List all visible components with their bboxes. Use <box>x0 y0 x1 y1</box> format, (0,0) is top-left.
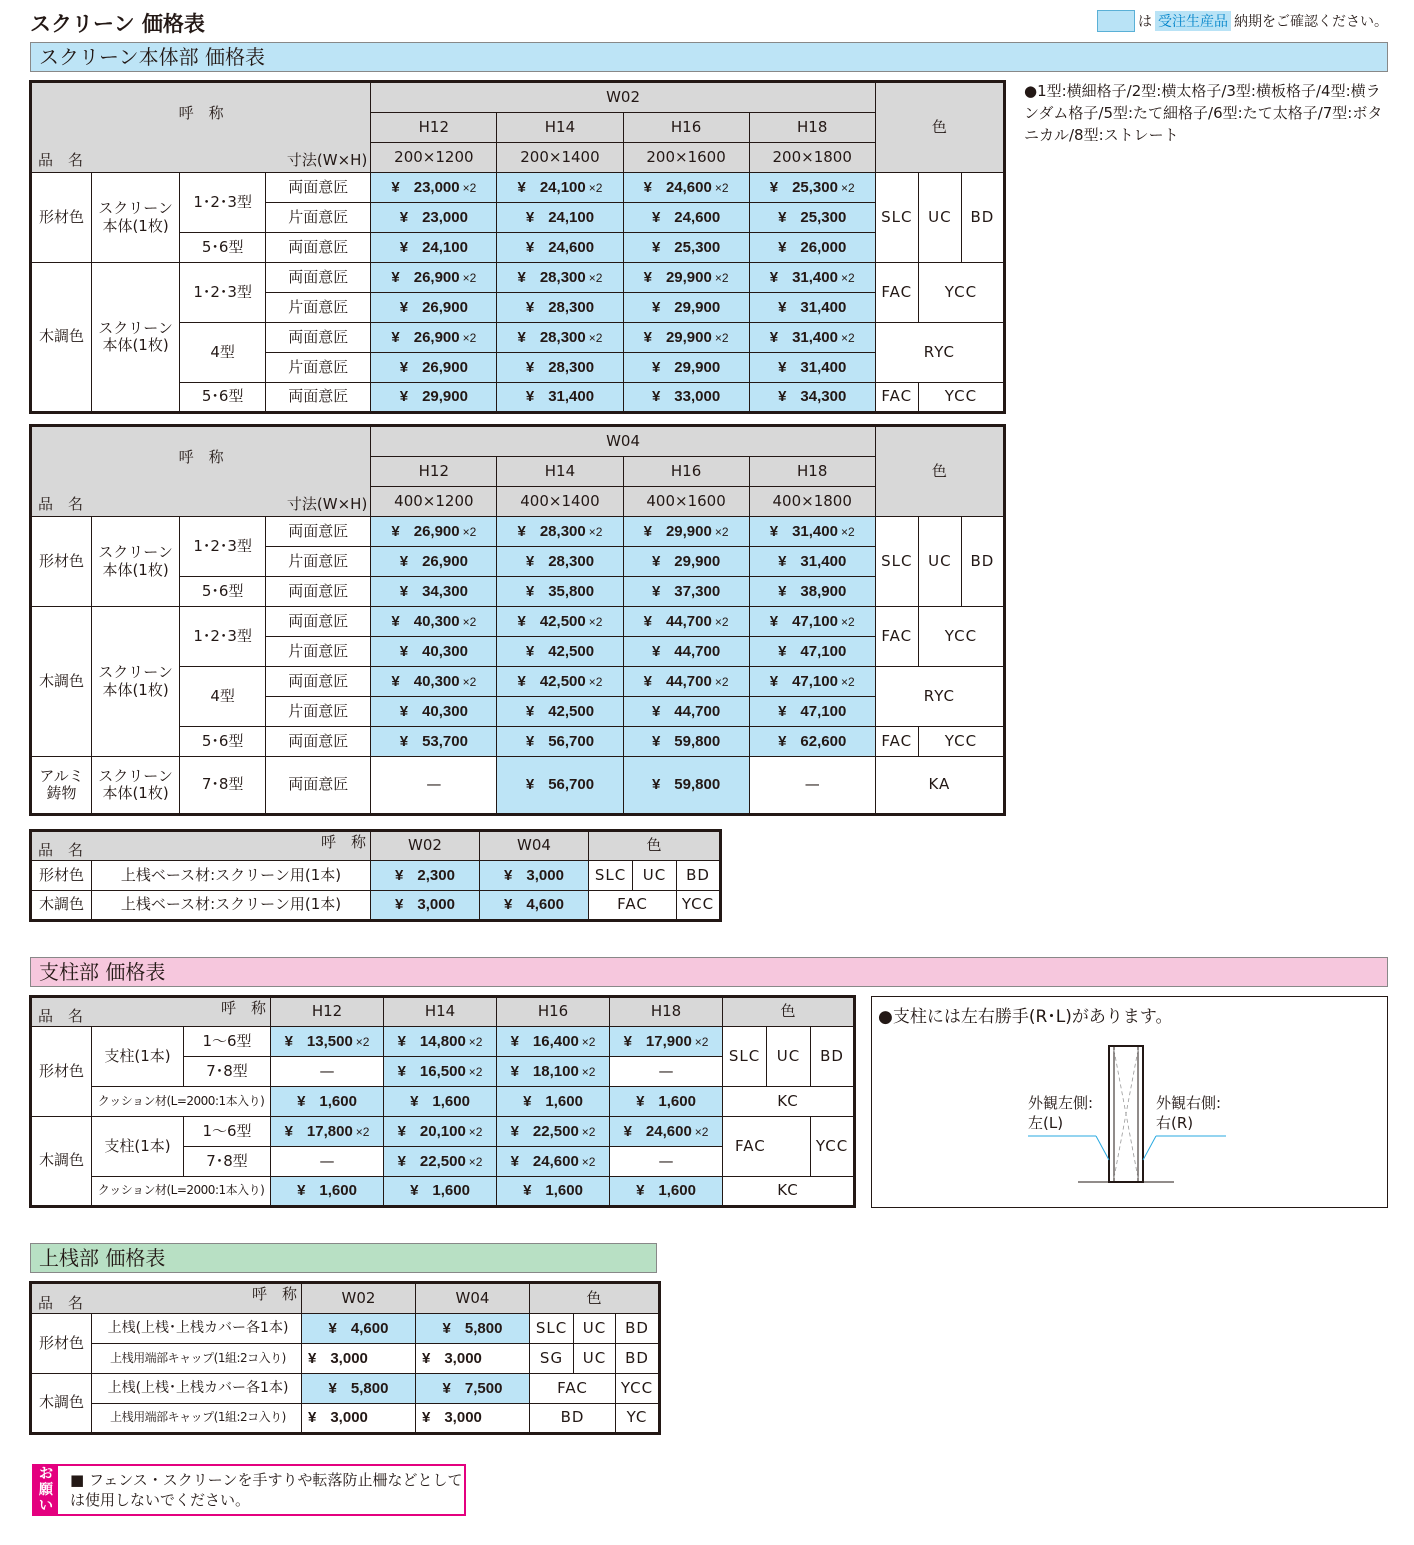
dim-header: 200×1600 <box>623 143 749 173</box>
type-label: 1〜6型 <box>184 1117 271 1147</box>
color-code: FAC <box>589 891 677 921</box>
dim-header: 400×1400 <box>497 487 623 517</box>
price-cell: ¥ 28,300 ×2 <box>497 517 623 547</box>
price-cell: ¥ 24,100 <box>371 233 497 263</box>
design-label: 片面意匠 <box>266 637 371 667</box>
group-label: 木調色 <box>31 1117 92 1207</box>
price-cell: ¥ 47,100 <box>749 697 875 727</box>
price-cell: ¥ 31,400 <box>749 353 875 383</box>
price-cell: ¥ 29,900 ×2 <box>623 263 749 293</box>
color-code: YC <box>616 1404 660 1434</box>
color-code: FAC <box>875 383 918 413</box>
dim-header: 200×1800 <box>749 143 875 173</box>
type-label: 7･8型 <box>184 1147 271 1177</box>
price-cell: ¥ 29,900 ×2 <box>623 323 749 353</box>
price-cell: ¥ 24,600 ×2 <box>623 173 749 203</box>
price-cell: ¥ 1,600 <box>497 1087 610 1117</box>
price-cell: ¥ 7,500 <box>416 1374 530 1404</box>
price-cell: ¥ 31,400 <box>749 293 875 323</box>
header-corner: 呼 称 品 名 <box>31 997 271 1027</box>
type-label: 5･6型 <box>180 383 266 413</box>
design-label: 両面意匠 <box>266 757 371 815</box>
color-code: YCC <box>918 727 1004 757</box>
color-code: YCC <box>918 383 1004 413</box>
design-label: 両面意匠 <box>266 233 371 263</box>
color-code: FAC <box>875 263 918 323</box>
color-code: FAC <box>530 1374 616 1404</box>
color-code: BD <box>616 1314 660 1344</box>
price-cell: ¥ 42,500 <box>497 637 623 667</box>
price-cell: ¥ 35,800 <box>497 577 623 607</box>
section-top-title: 上桟部 価格表 <box>30 1243 657 1273</box>
color-header: 色 <box>875 426 1004 517</box>
price-cell-empty: — <box>610 1147 723 1177</box>
product-label: スクリーン本体(1枚) <box>92 607 180 757</box>
width-header: W04 <box>416 1283 530 1314</box>
design-label: 両面意匠 <box>266 517 371 547</box>
color-header: 色 <box>530 1283 660 1314</box>
group-label: 木調色 <box>31 891 92 921</box>
price-cell: ¥ 25,300 <box>749 203 875 233</box>
height-header: H18 <box>749 457 875 487</box>
color-code: BD <box>961 173 1004 263</box>
price-cell: ¥ 40,300 ×2 <box>371 667 497 697</box>
color-code: SLC <box>589 861 633 891</box>
price-cell: ¥ 53,700 <box>371 727 497 757</box>
group-label: 形材色 <box>31 173 92 263</box>
product-label: 支柱(1本) <box>92 1117 184 1177</box>
color-code: KC <box>723 1177 855 1207</box>
price-cell: ¥ 47,100 ×2 <box>749 667 875 697</box>
price-cell: ¥ 47,100 ×2 <box>749 607 875 637</box>
price-cell: ¥ 59,800 <box>623 727 749 757</box>
height-header: H12 <box>371 457 497 487</box>
design-label: 片面意匠 <box>266 203 371 233</box>
height-header: H16 <box>623 457 749 487</box>
design-label: 両面意匠 <box>266 577 371 607</box>
color-code: FAC <box>875 607 918 667</box>
group-label: 木調色 <box>31 1374 92 1434</box>
price-cell-empty: — <box>271 1147 384 1177</box>
right-side-value: 右(R) <box>1156 1114 1194 1132</box>
price-cell: ¥ 24,600 <box>497 233 623 263</box>
color-code: SG <box>530 1344 574 1374</box>
price-cell: ¥ 29,900 <box>623 293 749 323</box>
price-cell: ¥ 5,800 <box>302 1374 416 1404</box>
color-code: UC <box>633 861 677 891</box>
type-label: 7･8型 <box>180 757 266 815</box>
price-cell: ¥ 17,900 ×2 <box>610 1027 723 1057</box>
type-label: 1･2･3型 <box>180 263 266 323</box>
price-cell: ¥ 1,600 <box>271 1087 384 1117</box>
price-cell: ¥ 28,300 ×2 <box>497 323 623 353</box>
design-label: 両面意匠 <box>266 173 371 203</box>
color-code: YCC <box>616 1374 660 1404</box>
price-cell: ¥ 3,000 <box>480 861 589 891</box>
section-pillar-title: 支柱部 価格表 <box>30 957 1388 987</box>
color-code: BD <box>530 1404 616 1434</box>
price-cell: ¥ 22,500 ×2 <box>384 1147 497 1177</box>
design-label: 両面意匠 <box>266 323 371 353</box>
price-cell: ¥ 18,100 ×2 <box>497 1057 610 1087</box>
price-cell: ¥ 25,300 ×2 <box>749 173 875 203</box>
price-cell: ¥ 24,600 ×2 <box>610 1117 723 1147</box>
price-cell: ¥ 29,900 <box>623 547 749 577</box>
price-cell: ¥ 44,700 ×2 <box>623 667 749 697</box>
price-cell: ¥ 33,000 <box>623 383 749 413</box>
group-label: 木調色 <box>31 263 92 413</box>
screen-w02-table <box>29 80 1006 414</box>
price-cell: ¥ 29,900 ×2 <box>623 517 749 547</box>
price-cell: ¥ 1,600 <box>497 1177 610 1207</box>
group-label: 形材色 <box>31 1314 92 1374</box>
color-code: FAC <box>723 1117 811 1177</box>
group-label: 形材色 <box>31 517 92 607</box>
color-code: YCC <box>677 891 721 921</box>
price-cell-empty: — <box>610 1057 723 1087</box>
design-label: 両面意匠 <box>266 607 371 637</box>
price-cell: ¥ 26,900 <box>371 293 497 323</box>
price-cell: ¥ 38,900 <box>749 577 875 607</box>
legend <box>1097 10 1388 32</box>
pillar-diagram <box>1020 1040 1240 1190</box>
dim-header: 200×1200 <box>371 143 497 173</box>
product-label: スクリーン本体(1枚) <box>92 263 180 413</box>
color-code: SLC <box>875 173 918 263</box>
price-cell: ¥ 3,000 <box>416 1404 530 1434</box>
price-cell-empty: — <box>749 757 875 815</box>
price-cell-empty: — <box>271 1057 384 1087</box>
price-cell: ¥ 56,700 <box>497 757 623 815</box>
price-cell: ¥ 23,000 ×2 <box>371 173 497 203</box>
dim-header: 200×1400 <box>497 143 623 173</box>
type-label: 4型 <box>180 323 266 383</box>
color-code: SLC <box>875 517 918 607</box>
type-label: 1･2･3型 <box>180 517 266 577</box>
price-cell: ¥ 26,900 <box>371 547 497 577</box>
dim-header: 400×1800 <box>749 487 875 517</box>
type-label: 1〜6型 <box>184 1027 271 1057</box>
design-label: 片面意匠 <box>266 547 371 577</box>
width-header: W02 <box>302 1283 416 1314</box>
type-label: 4型 <box>180 667 266 727</box>
width-header: W02 <box>371 831 480 861</box>
price-cell: ¥ 26,900 ×2 <box>371 323 497 353</box>
design-label: 両面意匠 <box>266 263 371 293</box>
height-header: H18 <box>749 113 875 143</box>
type-label: 7･8型 <box>184 1057 271 1087</box>
price-cell: ¥ 26,900 <box>371 353 497 383</box>
color-header: 色 <box>589 831 721 861</box>
price-cell: ¥ 1,600 <box>384 1087 497 1117</box>
color-code: UC <box>574 1344 616 1374</box>
header-corner: 呼 称 寸法(W×H) 品 名 <box>31 82 371 173</box>
price-cell: ¥ 1,600 <box>271 1177 384 1207</box>
warning-tag: お願い <box>34 1466 58 1514</box>
color-code: KA <box>875 757 1004 815</box>
price-cell: ¥ 59,800 <box>623 757 749 815</box>
product-label: スクリーン本体(1枚) <box>92 757 180 815</box>
type-label: 5･6型 <box>180 727 266 757</box>
price-cell: ¥ 42,500 <box>497 697 623 727</box>
price-cell: ¥ 22,500 ×2 <box>497 1117 610 1147</box>
warning-box <box>32 1464 466 1516</box>
dim-header: 400×1200 <box>371 487 497 517</box>
price-cell: ¥ 34,300 <box>371 577 497 607</box>
price-cell: ¥ 31,400 <box>749 547 875 577</box>
price-cell: ¥ 42,500 ×2 <box>497 607 623 637</box>
height-header: H14 <box>497 457 623 487</box>
product-label: 上桟用端部キャップ(1組:2コ入り) <box>92 1344 302 1374</box>
product-label: スクリーン本体(1枚) <box>92 173 180 263</box>
price-cell: ¥ 17,800 ×2 <box>271 1117 384 1147</box>
price-cell: ¥ 24,600 <box>623 203 749 233</box>
color-code: YCC <box>811 1117 855 1177</box>
color-code: UC <box>918 173 961 263</box>
design-label: 片面意匠 <box>266 697 371 727</box>
price-cell: ¥ 16,500 ×2 <box>384 1057 497 1087</box>
legend-text-2: 納期をご確認ください。 <box>1234 14 1388 30</box>
page-title: スクリーン 価格表 <box>30 12 205 36</box>
price-cell: ¥ 62,600 <box>749 727 875 757</box>
price-cell: ¥ 31,400 ×2 <box>749 263 875 293</box>
price-cell: ¥ 14,800 ×2 <box>384 1027 497 1057</box>
product-label: 上桟用端部キャップ(1組:2コ入り) <box>92 1404 302 1434</box>
price-cell: ¥ 1,600 <box>610 1177 723 1207</box>
type-label: 5･6型 <box>180 233 266 263</box>
type-label: 5･6型 <box>180 577 266 607</box>
price-cell: ¥ 47,100 <box>749 637 875 667</box>
price-cell: ¥ 24,600 ×2 <box>497 1147 610 1177</box>
base-material-table <box>29 829 722 922</box>
right-leader-line <box>1143 1136 1156 1160</box>
price-cell: ¥ 16,400 ×2 <box>497 1027 610 1057</box>
price-cell: ¥ 29,900 <box>623 353 749 383</box>
legend-highlight: 受注生産品 <box>1155 11 1231 31</box>
color-code: BD <box>961 517 1004 607</box>
group-label: 形材色 <box>31 1027 92 1117</box>
dim-header: 400×1600 <box>623 487 749 517</box>
product-label: スクリーン本体(1枚) <box>92 517 180 607</box>
price-cell: ¥ 26,900 ×2 <box>371 263 497 293</box>
color-code: BD <box>677 861 721 891</box>
color-code: YCC <box>918 263 1004 323</box>
price-cell: ¥ 26,900 ×2 <box>371 517 497 547</box>
price-cell: ¥ 31,400 <box>497 383 623 413</box>
price-cell: ¥ 1,600 <box>610 1087 723 1117</box>
height-header: H16 <box>497 997 610 1027</box>
color-header: 色 <box>875 82 1004 173</box>
price-cell: ¥ 25,300 <box>623 233 749 263</box>
price-cell: ¥ 29,900 <box>371 383 497 413</box>
design-label: 両面意匠 <box>266 667 371 697</box>
product-label: クッション材(L=2000:1本入り) <box>92 1177 271 1207</box>
color-code: UC <box>918 517 961 607</box>
product-label: 上桟(上桟･上桟カバー各1本) <box>92 1314 302 1344</box>
width-header: W04 <box>480 831 589 861</box>
price-cell: ¥ 23,000 <box>371 203 497 233</box>
section-screen-title: スクリーン本体部 価格表 <box>30 42 1388 72</box>
left-side-value: 左(L) <box>1028 1114 1064 1132</box>
color-code: KC <box>723 1087 855 1117</box>
height-header: H14 <box>384 997 497 1027</box>
color-code: UC <box>574 1314 616 1344</box>
height-header: H14 <box>497 113 623 143</box>
product-label: 上桟(上桟･上桟カバー各1本) <box>92 1374 302 1404</box>
group-label: 木調色 <box>31 607 92 757</box>
color-code: SLC <box>530 1314 574 1344</box>
price-cell: ¥ 3,000 <box>371 891 480 921</box>
product-label: クッション材(L=2000:1本入り) <box>92 1087 271 1117</box>
pillar-table <box>29 995 856 1208</box>
price-cell: ¥ 3,000 <box>302 1344 416 1374</box>
price-cell: ¥ 26,000 <box>749 233 875 263</box>
group-label: アルミ鋳物 <box>31 757 92 815</box>
legend-swatch <box>1097 10 1135 32</box>
color-code: FAC <box>875 727 918 757</box>
top-rail-table <box>29 1281 661 1435</box>
price-cell: ¥ 40,300 ×2 <box>371 607 497 637</box>
width-header: W02 <box>371 82 875 113</box>
price-cell: ¥ 40,300 <box>371 637 497 667</box>
color-code: YCC <box>918 607 1004 667</box>
price-cell: ¥ 31,400 ×2 <box>749 323 875 353</box>
width-header: W04 <box>371 426 875 457</box>
price-cell: ¥ 3,000 <box>416 1344 530 1374</box>
design-label: 片面意匠 <box>266 293 371 323</box>
price-cell-empty: — <box>371 757 497 815</box>
color-code: BD <box>616 1344 660 1374</box>
price-cell: ¥ 40,300 <box>371 697 497 727</box>
pillar-note: ●支柱には左右勝手(R･L)があります。 <box>878 1007 1173 1027</box>
legend-text-1: は <box>1138 14 1152 30</box>
color-code: SLC <box>723 1027 767 1087</box>
price-cell: ¥ 44,700 ×2 <box>623 607 749 637</box>
price-cell: ¥ 44,700 <box>623 637 749 667</box>
price-cell: ¥ 28,300 <box>497 293 623 323</box>
color-code: RYC <box>875 323 1004 383</box>
right-side-label: 外観右側: <box>1156 1094 1222 1112</box>
height-header: H16 <box>623 113 749 143</box>
price-cell: ¥ 28,300 <box>497 547 623 577</box>
left-leader-line <box>1096 1136 1109 1160</box>
price-cell: ¥ 42,500 ×2 <box>497 667 623 697</box>
price-cell: ¥ 44,700 <box>623 697 749 727</box>
price-cell: ¥ 13,500 ×2 <box>271 1027 384 1057</box>
price-cell: ¥ 5,800 <box>416 1314 530 1344</box>
product-label: 上桟ベース材:スクリーン用(1本) <box>92 891 371 921</box>
type-label: 1･2･3型 <box>180 173 266 233</box>
warning-text: ■ フェンス・スクリーンを手すりや転落防止柵などとしては使用しないでください。 <box>70 1471 463 1509</box>
price-cell: ¥ 28,300 ×2 <box>497 263 623 293</box>
price-cell: ¥ 31,400 ×2 <box>749 517 875 547</box>
price-cell: ¥ 1,600 <box>384 1177 497 1207</box>
price-cell: ¥ 37,300 <box>623 577 749 607</box>
color-code: UC <box>767 1027 811 1087</box>
price-cell: ¥ 28,300 <box>497 353 623 383</box>
design-label: 両面意匠 <box>266 383 371 413</box>
header-corner: 呼 称 品 名 <box>31 1283 302 1314</box>
screen-w04-table <box>29 424 1006 816</box>
product-label: 上桟ベース材:スクリーン用(1本) <box>92 861 371 891</box>
price-cell: ¥ 4,600 <box>480 891 589 921</box>
price-cell: ¥ 56,700 <box>497 727 623 757</box>
design-label: 両面意匠 <box>266 727 371 757</box>
price-cell: ¥ 34,300 <box>749 383 875 413</box>
price-cell: ¥ 24,100 <box>497 203 623 233</box>
height-header: H12 <box>271 997 384 1027</box>
product-label: 支柱(1本) <box>92 1027 184 1087</box>
height-header: H18 <box>610 997 723 1027</box>
color-code: BD <box>811 1027 855 1087</box>
design-label: 片面意匠 <box>266 353 371 383</box>
color-code: RYC <box>875 667 1004 727</box>
price-cell: ¥ 2,300 <box>371 861 480 891</box>
height-header: H12 <box>371 113 497 143</box>
color-header: 色 <box>723 997 855 1027</box>
header-corner: 呼 称 品 名 <box>31 831 371 861</box>
price-cell: ¥ 4,600 <box>302 1314 416 1344</box>
price-cell: ¥ 3,000 <box>302 1404 416 1434</box>
price-cell: ¥ 20,100 ×2 <box>384 1117 497 1147</box>
type-label: 1･2･3型 <box>180 607 266 667</box>
left-side-label: 外観左側: <box>1028 1094 1094 1112</box>
group-label: 形材色 <box>31 861 92 891</box>
header-corner: 呼 称 寸法(W×H) 品 名 <box>31 426 371 517</box>
price-cell: ¥ 24,100 ×2 <box>497 173 623 203</box>
type-note: ●1型:横細格子/2型:横太格子/3型:横板格子/4型:横ランダム格子/5型:たて細格子/6型:たて太格子/7型:ボタニカル/8型:ストレート <box>1024 82 1383 144</box>
